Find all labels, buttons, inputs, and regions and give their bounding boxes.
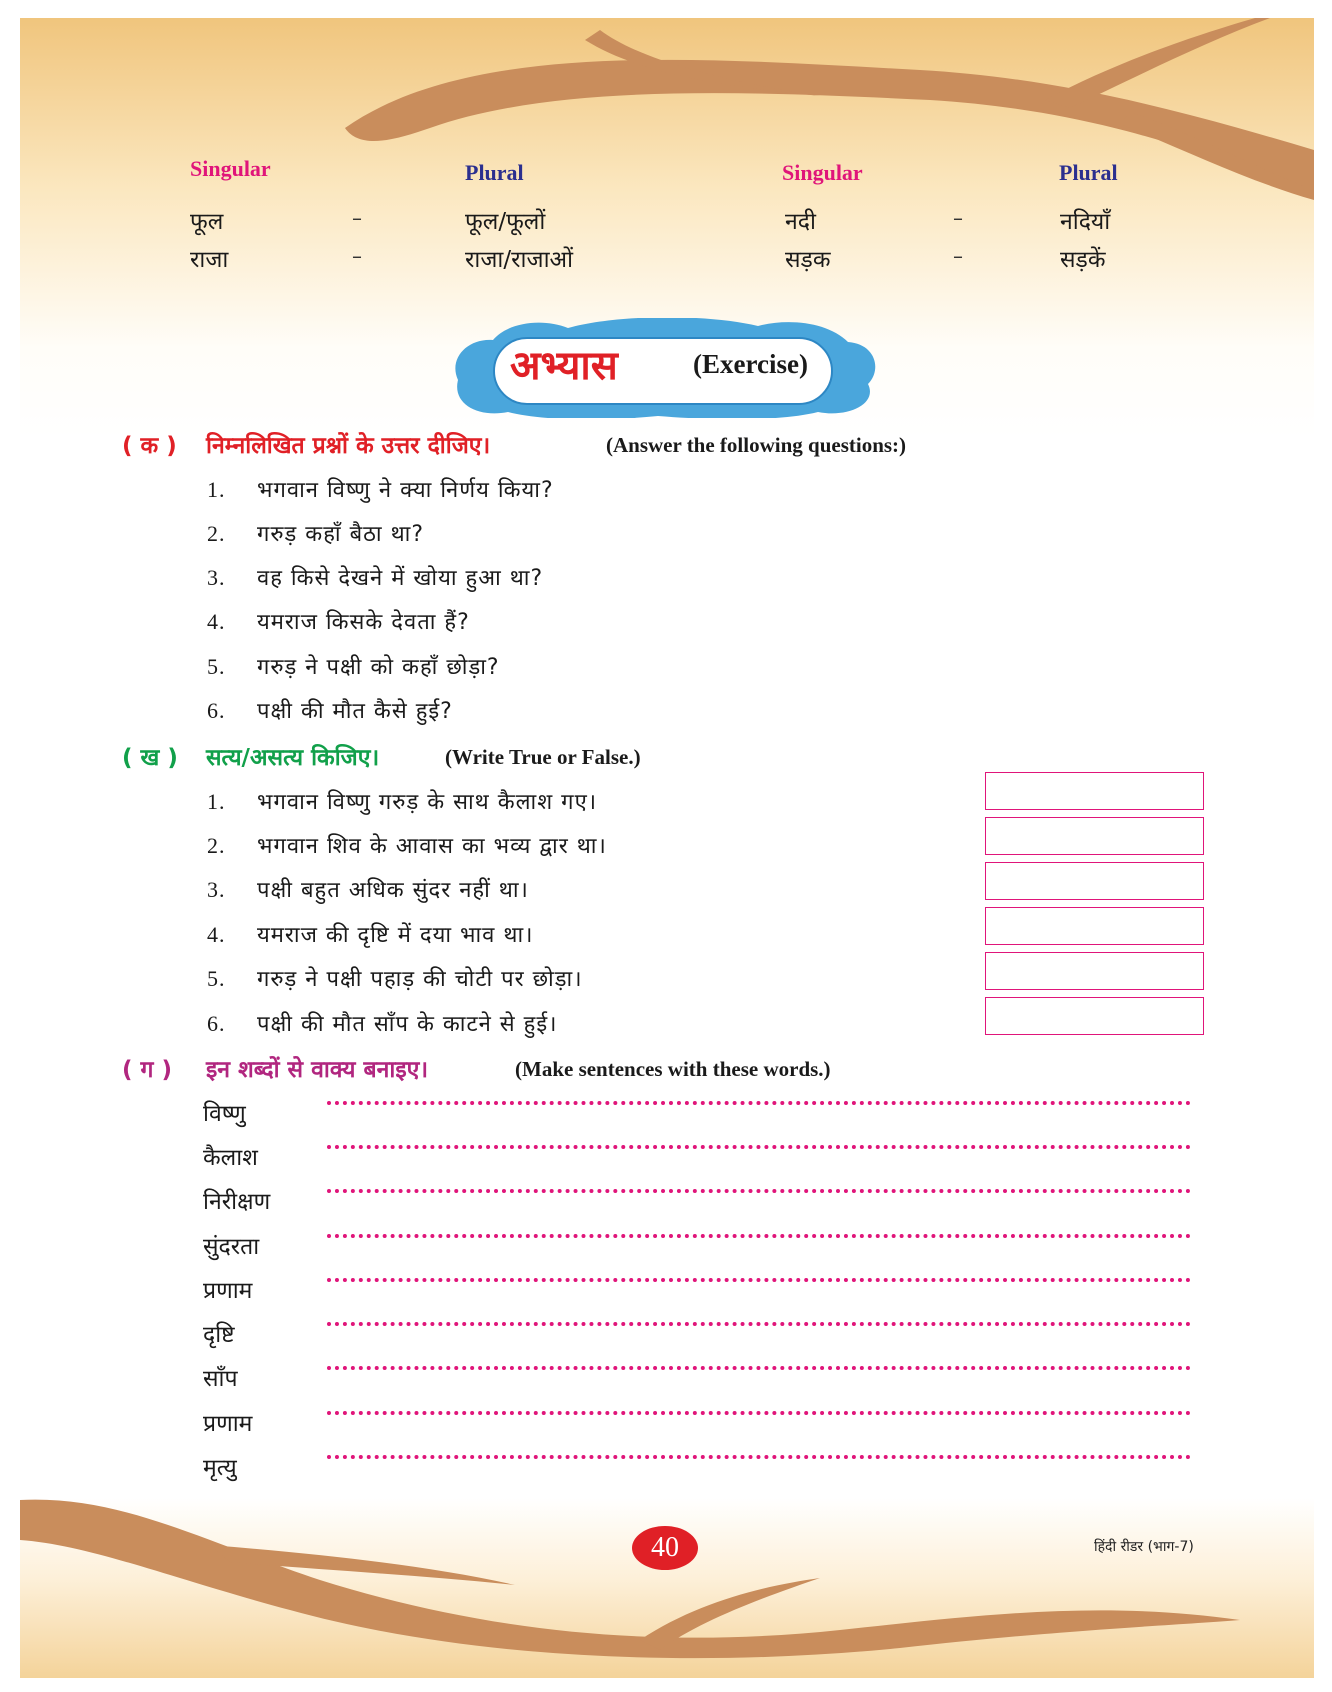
answer-line[interactable] xyxy=(327,1278,1191,1282)
answer-line[interactable] xyxy=(327,1455,1191,1459)
statement-text: यमराज की दृष्टि में दया भाव था। xyxy=(257,923,534,948)
table-cell: सड़क xyxy=(785,247,831,273)
bottom-branch xyxy=(20,1500,1240,1659)
true-false-answer-box[interactable] xyxy=(985,907,1204,945)
table-header-singular-2: Singular xyxy=(782,160,863,185)
top-branch-twig-2 xyxy=(1045,18,1270,108)
statement-text: पक्षी की मौत साँप के काटने से हुई। xyxy=(257,1012,558,1037)
statement-item xyxy=(207,963,583,993)
answer-line[interactable] xyxy=(327,1145,1191,1149)
question-text: यमराज किसके देवता हैं? xyxy=(257,610,470,635)
question-item xyxy=(207,562,543,592)
table-header-singular-1: Singular xyxy=(190,156,271,181)
section-a-heading: निम्नलिखित प्रश्नों के उत्तर दीजिए। xyxy=(206,433,491,459)
statement-text: भगवान विष्णु गरुड़ के साथ कैलाश गए। xyxy=(257,790,598,815)
statement-text: पक्षी बहुत अधिक सुंदर नहीं था। xyxy=(257,878,529,903)
statement-number: 2. xyxy=(207,833,226,858)
question-item xyxy=(207,651,500,681)
question-text: गरुड़ कहाँ बैठा था? xyxy=(257,522,425,547)
vocab-word: विष्णु xyxy=(203,1101,246,1127)
statement-item xyxy=(207,874,529,904)
table-dash: – xyxy=(953,244,963,268)
question-number: 2. xyxy=(207,521,226,546)
section-b-marker: ( ख ) xyxy=(122,745,178,771)
answer-line[interactable] xyxy=(327,1189,1191,1193)
book-title-footer: हिंदी रीडर (भाग-7) xyxy=(1094,1539,1194,1555)
table-dash: – xyxy=(352,206,362,230)
question-number: 3. xyxy=(207,565,226,590)
question-item xyxy=(207,695,453,725)
vocab-word: साँप xyxy=(203,1366,238,1392)
question-number: 5. xyxy=(207,654,226,679)
section-b-english: (Write True or False.) xyxy=(445,745,641,769)
statement-item xyxy=(207,830,607,860)
statement-number: 5. xyxy=(207,966,226,991)
statement-item xyxy=(207,919,534,949)
section-a-english: (Answer the following questions:) xyxy=(606,433,907,457)
statement-text: भगवान शिव के आवास का भव्य द्वार था। xyxy=(257,834,607,859)
question-item xyxy=(207,474,554,504)
answer-line[interactable] xyxy=(327,1366,1191,1370)
true-false-answer-box[interactable] xyxy=(985,862,1204,900)
question-item xyxy=(207,606,470,636)
question-item xyxy=(207,518,424,548)
statement-item xyxy=(207,1008,557,1038)
vocab-word: मृत्यु xyxy=(203,1455,237,1481)
question-number: 1. xyxy=(207,477,226,502)
true-false-answer-box[interactable] xyxy=(985,997,1204,1035)
table-cell: फूल xyxy=(190,209,224,235)
vocab-word: निरीक्षण xyxy=(203,1189,271,1215)
question-number: 6. xyxy=(207,698,226,723)
true-false-answer-box[interactable] xyxy=(985,772,1204,810)
question-text: गरुड़ ने पक्षी को कहाँ छोड़ा? xyxy=(257,655,500,680)
table-dash: – xyxy=(953,206,963,230)
statement-number: 3. xyxy=(207,877,226,902)
statement-number: 6. xyxy=(207,1011,226,1036)
answer-line[interactable] xyxy=(327,1234,1191,1238)
question-text: वह किसे देखने में खोया हुआ था? xyxy=(257,566,544,591)
vocab-word: दृष्टि xyxy=(203,1322,235,1348)
answer-line[interactable] xyxy=(327,1411,1191,1415)
exercise-title-english: (Exercise) xyxy=(693,349,808,379)
table-cell: राजा xyxy=(190,247,229,273)
table-cell: फूल/फूलों xyxy=(465,209,546,235)
table-header-plural-1: Plural xyxy=(465,160,524,185)
answer-line[interactable] xyxy=(327,1101,1191,1105)
table-cell: सड़कें xyxy=(1060,247,1106,273)
true-false-answer-box[interactable] xyxy=(985,952,1204,990)
section-c-marker: ( ग ) xyxy=(122,1057,172,1083)
vocab-word: प्रणाम xyxy=(203,1278,253,1304)
section-c-english: (Make sentences with these words.) xyxy=(515,1057,831,1081)
vocab-word: सुंदरता xyxy=(203,1234,260,1260)
section-b-heading: सत्य/असत्य किजिए। xyxy=(206,745,380,771)
statement-text: गरुड़ ने पक्षी पहाड़ की चोटी पर छोड़ा। xyxy=(257,967,583,992)
vocab-word: कैलाश xyxy=(203,1145,258,1171)
table-cell: राजा/राजाओं xyxy=(465,247,574,273)
question-text: भगवान विष्णु ने क्या निर्णय किया? xyxy=(257,478,554,503)
section-c-heading: इन शब्दों से वाक्य बनाइए। xyxy=(206,1057,429,1083)
true-false-answer-box[interactable] xyxy=(985,817,1204,855)
answer-line[interactable] xyxy=(327,1322,1191,1326)
vocab-word: प्रणाम xyxy=(203,1411,253,1437)
statement-number: 4. xyxy=(207,922,226,947)
statement-item xyxy=(207,786,597,816)
page-number: 40 xyxy=(632,1526,698,1570)
question-text: पक्षी की मौत कैसे हुई? xyxy=(257,699,453,724)
table-cell: नदी xyxy=(785,209,816,235)
exercise-title-hindi: अभ्यास xyxy=(510,343,618,389)
table-header-plural-2: Plural xyxy=(1059,160,1118,185)
section-a-marker: ( क ) xyxy=(122,433,177,459)
table-cell: नदियाँ xyxy=(1060,209,1111,235)
exercise-title-banner xyxy=(448,318,880,418)
table-dash: – xyxy=(352,244,362,268)
question-number: 4. xyxy=(207,609,226,634)
statement-number: 1. xyxy=(207,789,226,814)
